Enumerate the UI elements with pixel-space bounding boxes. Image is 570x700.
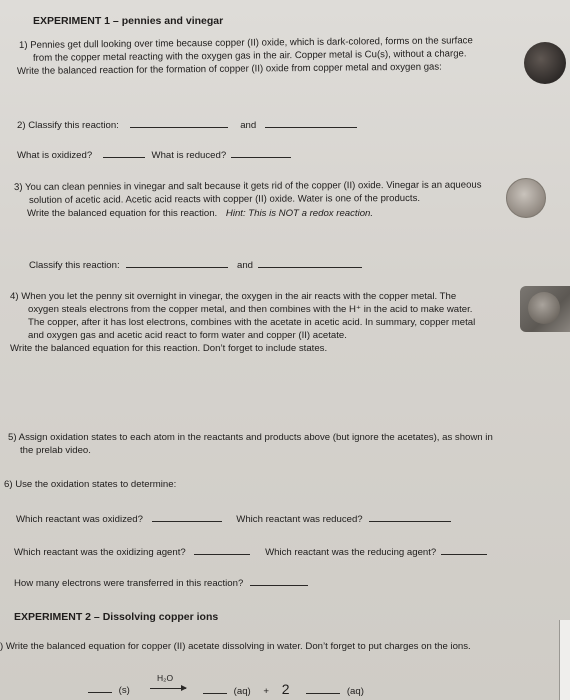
q6-reducing-blank[interactable] [441,545,487,555]
q6-agent-row [14,545,487,560]
q6-oxidizing-blank[interactable] [194,545,250,555]
q1-line-1: 1) Pennies get dull looking over time because copper (II) oxide, which is dark-colored, forms on the surface [18,35,473,51]
exp2-solvent-label: H₂O [157,673,174,683]
q2-classify-blank-1[interactable] [130,118,228,128]
q6-oxidized-label: Which reactant was oxidized? [16,514,143,525]
q1-line-3: Write the balanced reaction for the formation of copper (II) oxide from copper metal and oxygen gas: [16,61,442,77]
q2-reduced-label: What is reduced? [151,150,227,161]
exp2-state-aq-1: (aq) [233,686,251,697]
clean-penny-image [506,178,546,218]
q2-oxidized-blank[interactable] [103,148,145,158]
q3-classify-label: Classify this reaction: [29,260,120,271]
exp2-equation [88,683,130,698]
q3-hint: Hint: This is NOT a redox reaction. [225,208,374,219]
q2-classify-blank-2[interactable] [265,118,357,128]
q2-oxidized-label: What is oxidized? [17,150,93,161]
q2-and-label: and [240,120,257,131]
q2-classify-label: 2) Classify this reaction: [17,120,119,131]
q3-classify-blank-2[interactable] [258,258,362,268]
exp2-instruction: ) Write the balanced equation for copper (II) acetate dissolving in water. Don’t forget to put charges on the ions. [0,641,471,652]
q1-line-2: from the copper metal reacting with the oxygen gas in the air. Copper metal is Cu(s), without a charge. [32,48,467,64]
q6-reducing-label: Which reactant was the reducing agent? [265,547,437,558]
q2-classify-row [17,118,357,133]
exp2-products [203,683,364,699]
q2-reduced-blank[interactable] [231,148,291,158]
q6-electrons-label: How many electrons were transferred in this reaction? [14,578,244,589]
exp2-plus: + [263,686,270,697]
q4-line-2: oxygen steals electrons from the copper metal, and then combines with the H⁺ in the acid to make water. [28,304,473,315]
q6-electrons-row [14,576,308,591]
q6-reduced-label: Which reactant was reduced? [236,514,363,525]
exp2-coefficient: 2 [281,681,290,697]
exp2-reactant-blank[interactable] [88,683,112,693]
q2-oxidized-row [17,148,291,163]
soaked-penny-icon [528,292,560,324]
experiment-1-title: EXPERIMENT 1 – pennies and vinegar [33,15,224,27]
q3-and-label: and [236,260,253,271]
q5-line-1: 5) Assign oxidation states to each atom in the reactants and products above (but ignore the acetates), as shown in [8,432,493,443]
q4-line-4: and oxygen gas and acetic acid react to form water and copper (II) acetate. [28,330,347,341]
q3-line-3 [27,208,373,221]
dull-penny-image [524,42,566,84]
q3-classify-blank-1[interactable] [126,258,228,268]
q4-line-5: Write the balanced equation for this reaction. Don’t forget to include states. [10,343,328,354]
q4-line-1: 4) When you let the penny sit overnight in vinegar, the oxygen in the air reacts with the copper metal. The [10,291,457,302]
q5-line-2: the prelab video. [20,445,91,456]
reaction-arrow-icon [150,688,186,689]
q6-oxidizing-label: Which reactant was the oxidizing agent? [14,547,186,558]
exp2-product-blank-1[interactable] [203,684,227,694]
q6-electrons-blank[interactable] [250,576,308,586]
experiment-2-title: EXPERIMENT 2 – Dissolving copper ions [14,611,219,623]
q6-intro: 6) Use the oxidation states to determine: [4,479,177,490]
penny-in-vinegar-image [520,286,570,332]
q3-line-1: 3) You can clean pennies in vinegar and salt because it gets rid of the copper (II) oxide. Vinegar is an aqueous [13,179,482,193]
q3-instruction: Write the balanced equation for this reaction. [27,208,218,219]
q6-oxidized-blank[interactable] [152,512,222,522]
q6-oxidized-row [16,512,451,527]
page-edge-strip [559,620,570,700]
q3-line-2: solution of acetic acid. Acetic acid reacts with copper (II) oxide. Water is one of the products. [28,192,421,206]
q4-line-3: The copper, after it has lost electrons, combines with the acetate in acetic acid. In summary, copper metal [28,317,476,328]
q3-classify-row [29,258,362,273]
q6-reduced-blank[interactable] [369,512,451,522]
exp2-state-aq-2: (aq) [346,686,364,697]
exp2-state-solid: (s) [118,685,130,696]
exp2-product-blank-2[interactable] [306,684,340,694]
